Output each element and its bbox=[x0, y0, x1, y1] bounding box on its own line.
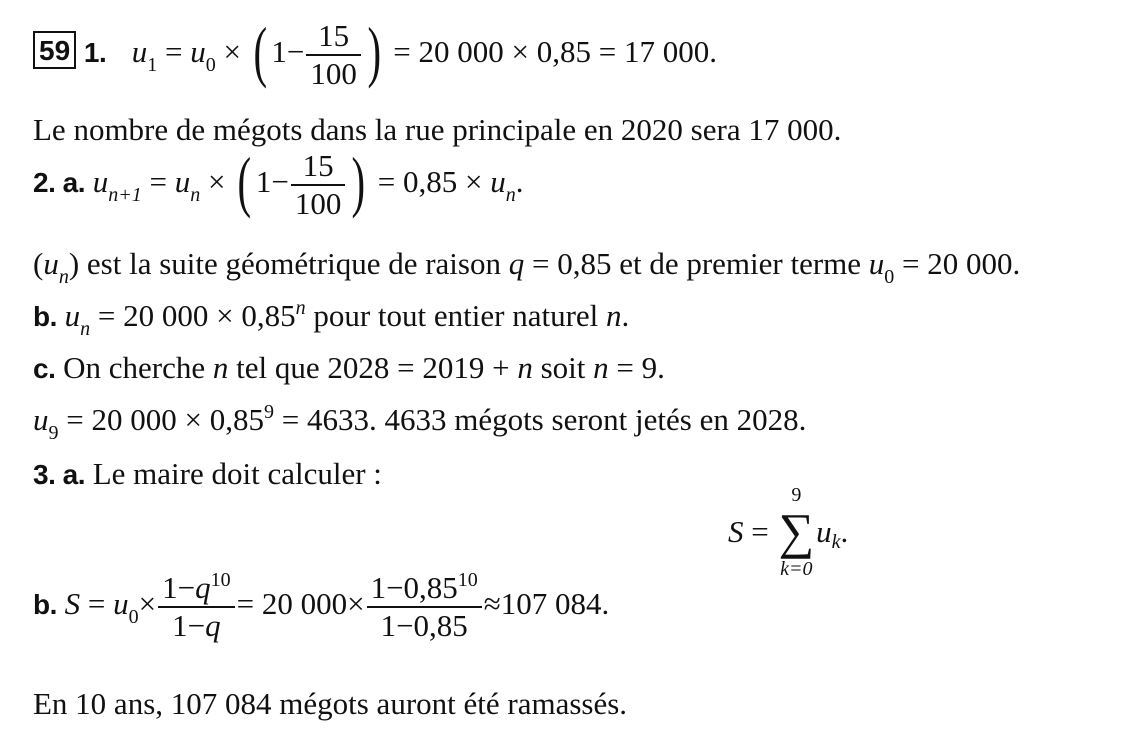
summation-formula: S = 9 ∑ k=0 $u_k$. bbox=[728, 484, 849, 580]
fraction-geometric-sum: $\frac{1-q^{10}}{1-q}$ bbox=[158, 570, 234, 643]
q1-text: Le nombre de mégots dans la rue principale en 2020 sera 17 000. bbox=[33, 112, 842, 147]
q2a-line: 2. a. $u_{n+1} = u_n$ × ( 1− $\frac{15}{100}$ ) = $0,85 \times u_n$. bbox=[33, 142, 524, 221]
fraction-15-100: $\frac{15}{100}$ bbox=[306, 18, 361, 91]
q2a-text: $(u_n)$ est la suite géométrique de raison q = 0,85 et de premier terme $u_0 = 20$ 000. bbox=[33, 246, 1021, 288]
q2c-line2: $u_9 = 20$ $000 \times 0,85^9 = 4633$. 4633 mégots seront jetés en 2028. bbox=[33, 401, 807, 444]
q2b-line: b. $u_n = 20$ $000 \times 0,85^n$ pour tout entier naturel n. bbox=[33, 297, 630, 340]
q3b-line: b. $S = u_0\times$ $\frac{1-q^{10}}{1-q}$ = 20 000× $\frac{1-0,85^{10}}{1-0,85}$ ≈107 084. bbox=[33, 569, 610, 643]
fraction-numeric-sum: $\frac{1-0,85^{10}}{1-0,85}$ bbox=[367, 570, 482, 643]
conclusion: En 10 ans, 107 084 mégots auront été ramassés. bbox=[33, 686, 628, 721]
exercise-number-badge: 59 bbox=[33, 31, 76, 69]
q3a-line: 3. a. Le maire doit calculer : bbox=[33, 456, 382, 491]
q2c-line: c. On cherche n tel que 2028 = 2019 + n soit n = 9. bbox=[33, 350, 665, 385]
sigma-symbol: 9 ∑ k=0 bbox=[778, 484, 815, 580]
q1-label: 1. bbox=[83, 36, 107, 68]
q1-line: 59 1. $u_1 = u_0$ × ( 1− $\frac{15}{100}$ ) = 20 000 × 0,85 = 17 000. bbox=[33, 18, 717, 91]
